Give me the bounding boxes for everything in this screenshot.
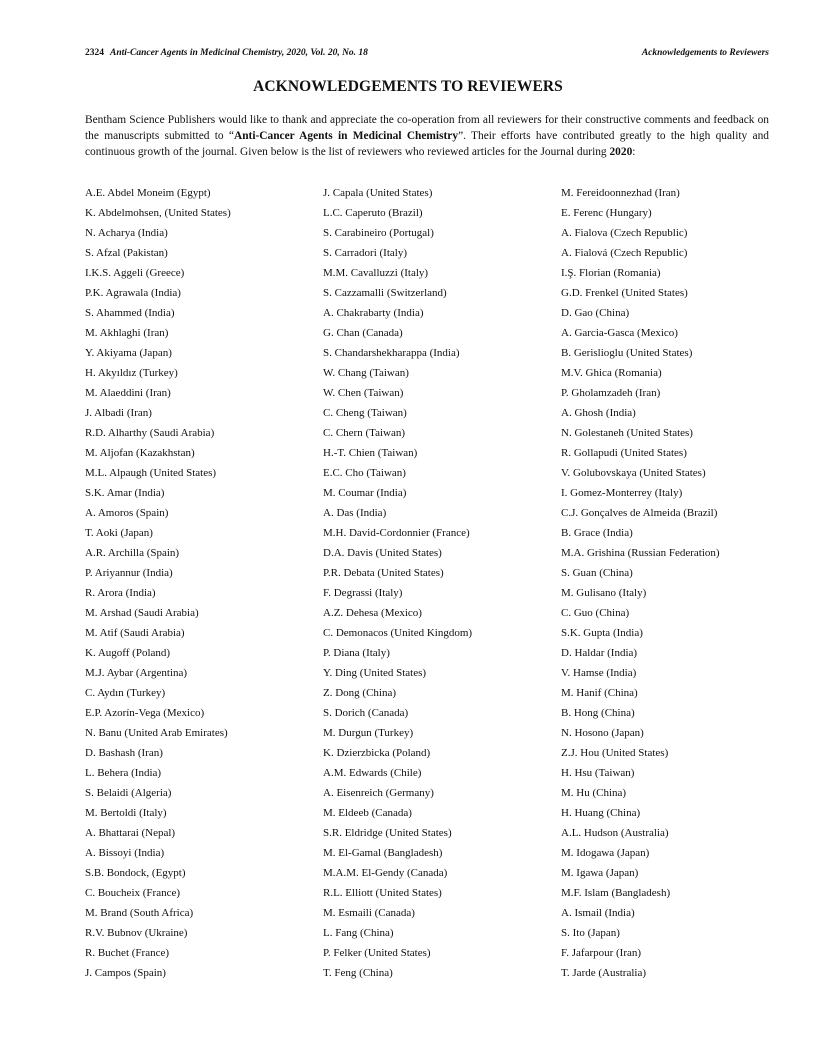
- reviewer-entry: M.J. Aybar (Argentina): [85, 667, 188, 679]
- reviewer-entry: R. Buchet (France): [85, 947, 169, 959]
- reviewer-entry: A.L. Hudson (Australia): [561, 827, 669, 839]
- reviewer-entry: B. Hong (China): [561, 707, 635, 719]
- reviewer-entry: V. Hamse (India): [561, 667, 637, 679]
- reviewer-entry: S. Carradori (Italy): [323, 247, 407, 259]
- reviewer-entry: M. Fereidoonnezhad (Iran): [561, 187, 680, 199]
- journal-citation: [85, 48, 368, 58]
- reviewer-entry: M. Hu (China): [561, 787, 627, 799]
- reviewer-entry: S. Carabineiro (Portugal): [323, 227, 434, 239]
- reviewer-entry: C. Boucheix (France): [85, 887, 180, 899]
- reviewer-entry: S.K. Amar (India): [85, 487, 165, 499]
- reviewer-entry: S.K. Gupta (India): [561, 627, 643, 639]
- reviewer-entry: L. Behera (India): [85, 767, 162, 779]
- reviewer-entry: S. Dorich (Canada): [323, 707, 409, 719]
- reviewer-entry: R.V. Bubnov (Ukraine): [85, 927, 188, 939]
- reviewer-entry: H. Akyıldız (Turkey): [85, 367, 178, 379]
- reviewer-entry: P. Felker (United States): [323, 947, 431, 959]
- reviewer-entry: M. Arshad (Saudi Arabia): [85, 607, 199, 619]
- reviewer-entry: F. Degrassi (Italy): [323, 587, 403, 599]
- reviewer-entry: W. Chang (Taiwan): [323, 367, 409, 379]
- reviewer-entry: S. Guan (China): [561, 567, 633, 579]
- reviewer-entry: I. Gomez-Monterrey (Italy): [561, 487, 683, 499]
- reviewer-entry: C. Chern (Taiwan): [323, 427, 406, 439]
- intro-journal-name: Anti-Cancer Agents in Medicinal Chemistry: [233, 130, 459, 142]
- reviewer-entry: H. Hsu (Taiwan): [561, 767, 635, 779]
- reviewer-column-1: [85, 183, 321, 983]
- reviewer-entry: P.R. Debata (United States): [323, 567, 444, 579]
- reviewer-entry: K. Augoff (Poland): [85, 647, 171, 659]
- reviewer-entry: A. Ghosh (India): [561, 407, 636, 419]
- reviewer-entry: N. Hosono (Japan): [561, 727, 644, 739]
- intro-year: 2020: [609, 146, 633, 158]
- reviewer-entry: C. Aydın (Turkey): [85, 687, 166, 699]
- reviewer-entry: M.V. Ghica (Romania): [561, 367, 662, 379]
- reviewer-entry: K. Dzierzbicka (Poland): [323, 747, 431, 759]
- reviewer-entry: E.P. Azorín-Vega (Mexico): [85, 707, 205, 719]
- reviewer-entry: T. Aoki (Japan): [85, 527, 153, 539]
- reviewer-entry: C. Guo (China): [561, 607, 630, 619]
- reviewer-entry: M.L. Alpaugh (United States): [85, 467, 217, 479]
- reviewer-entry: M. Atif (Saudi Arabia): [85, 627, 185, 639]
- reviewer-entry: M. Esmaili (Canada): [323, 907, 415, 919]
- reviewer-entry: J. Albadi (Iran): [85, 407, 152, 419]
- reviewer-entry: A. Fialová (Czech Republic): [561, 247, 688, 259]
- reviewer-entry: D. Haldar (India): [561, 647, 638, 659]
- reviewer-entry: M. Alaeddini (Iran): [85, 387, 171, 399]
- reviewer-entry: S. Chandarshekharappa (India): [323, 347, 460, 359]
- reviewer-entry: S. Ahammed (India): [85, 307, 175, 319]
- reviewer-entry: C. Demonacos (United Kingdom): [323, 627, 473, 639]
- reviewer-column-3: [561, 183, 797, 983]
- intro-text-3: :: [632, 146, 636, 158]
- reviewer-entry: M.A. Grishina (Russian Federation): [561, 547, 720, 559]
- reviewer-entry: M. Brand (South Africa): [85, 907, 194, 919]
- reviewer-entry: R.L. Elliott (United States): [323, 887, 442, 899]
- reviewer-entry: A. Bhattarai (Nepal): [85, 827, 176, 839]
- reviewer-entry: P.K. Agrawala (India): [85, 287, 181, 299]
- reviewer-entry: A. Ismail (India): [561, 907, 635, 919]
- page-number: 2324: [85, 48, 104, 58]
- reviewer-entry: A.Z. Dehesa (Mexico): [323, 607, 422, 619]
- intro-paragraph: [85, 112, 769, 160]
- reviewer-entry: E. Ferenc (Hungary): [561, 207, 652, 219]
- reviewer-entry: M. Akhlaghi (Iran): [85, 327, 169, 339]
- reviewer-entry: M. Hanif (China): [561, 687, 638, 699]
- reviewer-entry: A.E. Abdel Moneim (Egypt): [85, 187, 211, 199]
- reviewer-entry: F. Jafarpour (Iran): [561, 947, 642, 959]
- reviewer-entry: M.M. Cavalluzzi (Italy): [323, 267, 429, 279]
- reviewer-entry: M. Aljofan (Kazakhstan): [85, 447, 195, 459]
- reviewer-entry: W. Chen (Taiwan): [323, 387, 404, 399]
- reviewer-entry: P. Gholamzadeh (Iran): [561, 387, 661, 399]
- reviewer-entry: I.K.S. Aggeli (Greece): [85, 267, 185, 279]
- reviewer-entry: L.C. Caperuto (Brazil): [323, 207, 423, 219]
- reviewer-entry: S. Cazzamalli (Switzerland): [323, 287, 447, 299]
- reviewer-entry: G. Chan (Canada): [323, 327, 403, 339]
- reviewer-entry: S. Ito (Japan): [561, 927, 620, 939]
- reviewer-entry: M.F. Islam (Bangladesh): [561, 887, 671, 899]
- reviewer-entry: J. Capala (United States): [323, 187, 433, 199]
- reviewer-entry: K. Abdelmohsen, (United States): [85, 207, 231, 219]
- reviewer-entry: A. Das (India): [323, 507, 387, 519]
- reviewer-entry: Z. Dong (China): [323, 687, 397, 699]
- reviewer-entry: V. Golubovskaya (United States): [561, 467, 706, 479]
- reviewer-entry: S.B. Bondock, (Egypt): [85, 867, 186, 879]
- reviewer-entry: L. Fang (China): [323, 927, 394, 939]
- reviewer-entry: A.R. Archilla (Spain): [85, 547, 180, 559]
- reviewer-entry: C.J. Gonçalves de Almeida (Brazil): [561, 507, 718, 519]
- reviewer-entry: S.R. Eldridge (United States): [323, 827, 452, 839]
- reviewer-entry: Z.J. Hou (United States): [561, 747, 669, 759]
- reviewer-entry: T. Jarde (Australia): [561, 967, 647, 979]
- reviewer-entry: M.H. David-Cordonnier (France): [323, 527, 470, 539]
- reviewer-entry: M. Gulisano (Italy): [561, 587, 647, 599]
- reviewer-entry: A. Amoros (Spain): [85, 507, 169, 519]
- reviewer-entry: N. Banu (United Arab Emirates): [85, 727, 228, 739]
- reviewer-entry: H. Huang (China): [561, 807, 641, 819]
- reviewer-entry: R. Arora (India): [85, 587, 156, 599]
- journal-name: Anti-Cancer Agents in Medicinal Chemistry, 2020, Vol. 20, No. 18: [110, 48, 368, 58]
- reviewer-entry: M. Bertoldi (Italy): [85, 807, 167, 819]
- reviewer-entry: E.C. Cho (Taiwan): [323, 467, 406, 479]
- reviewer-entry: D. Gao (China): [561, 307, 630, 319]
- reviewer-entry: A.M. Edwards (Chile): [323, 767, 422, 779]
- reviewer-entry: D. Bashash (Iran): [85, 747, 163, 759]
- reviewer-entry: P. Diana (Italy): [323, 647, 390, 659]
- running-header: [85, 48, 769, 58]
- reviewer-entry: A. Fialova (Czech Republic): [561, 227, 688, 239]
- reviewer-entry: S. Belaidi (Algeria): [85, 787, 172, 799]
- reviewer-entry: A. Garcia-Gasca (Mexico): [561, 327, 678, 339]
- reviewer-entry: M. Eldeeb (Canada): [323, 807, 412, 819]
- reviewer-entry: N. Acharya (India): [85, 227, 168, 239]
- reviewer-entry: A. Bissoyi (India): [85, 847, 165, 859]
- reviewer-entry: G.D. Frenkel (United States): [561, 287, 688, 299]
- reviewer-entry: M. Coumar (India): [323, 487, 407, 499]
- page-title: ACKNOWLEDGEMENTS TO REVIEWERS: [253, 78, 563, 95]
- reviewer-entry: B. Gerislioglu (United States): [561, 347, 693, 359]
- reviewer-entry: M. Durgun (Turkey): [323, 727, 414, 739]
- intro-text-1: Bentham Science Publishers would like to thank and appreciate the co-operation from all reviewers for their constructive comments and feedback on the manuscripts submitted to “: [85, 114, 769, 142]
- intro-text-2: ”. Their efforts have contributed greatly to the high quality and continuous growth of the journal. Given below is the list of reviewers who reviewed articles for the Journal during: [85, 130, 769, 158]
- reviewer-entry: N. Golestaneh (United States): [561, 427, 693, 439]
- reviewer-entry: R.D. Alharthy (Saudi Arabia): [85, 427, 215, 439]
- reviewer-entry: P. Ariyannur (India): [85, 567, 173, 579]
- reviewer-entry: M. El-Gamal (Bangladesh): [323, 847, 443, 859]
- reviewer-entry: I.Ş. Florian (Romania): [561, 267, 661, 279]
- reviewer-entry: J. Campos (Spain): [85, 967, 166, 979]
- reviewer-entry: M. Igawa (Japan): [561, 867, 639, 879]
- reviewer-entry: R. Gollapudi (United States): [561, 447, 687, 459]
- reviewer-entry: M. Idogawa (Japan): [561, 847, 650, 859]
- reviewer-entry: T. Feng (China): [323, 967, 393, 979]
- reviewer-entry: S. Afzal (Pakistan): [85, 247, 168, 259]
- reviewer-entry: A. Eisenreich (Germany): [323, 787, 434, 799]
- reviewer-entry: H.-T. Chien (Taiwan): [323, 447, 418, 459]
- section-name: Acknowledgements to Reviewers: [641, 48, 769, 58]
- reviewer-entry: B. Grace (India): [561, 527, 633, 539]
- reviewer-entry: A. Chakrabarty (India): [323, 307, 424, 319]
- reviewer-entry: M.A.M. El-Gendy (Canada): [323, 867, 448, 879]
- reviewer-entry: D.A. Davis (United States): [323, 547, 442, 559]
- reviewer-column-2: [323, 183, 559, 983]
- reviewer-entry: C. Cheng (Taiwan): [323, 407, 407, 419]
- reviewer-entry: Y. Ding (United States): [323, 667, 427, 679]
- reviewer-entry: Y. Akiyama (Japan): [85, 347, 172, 359]
